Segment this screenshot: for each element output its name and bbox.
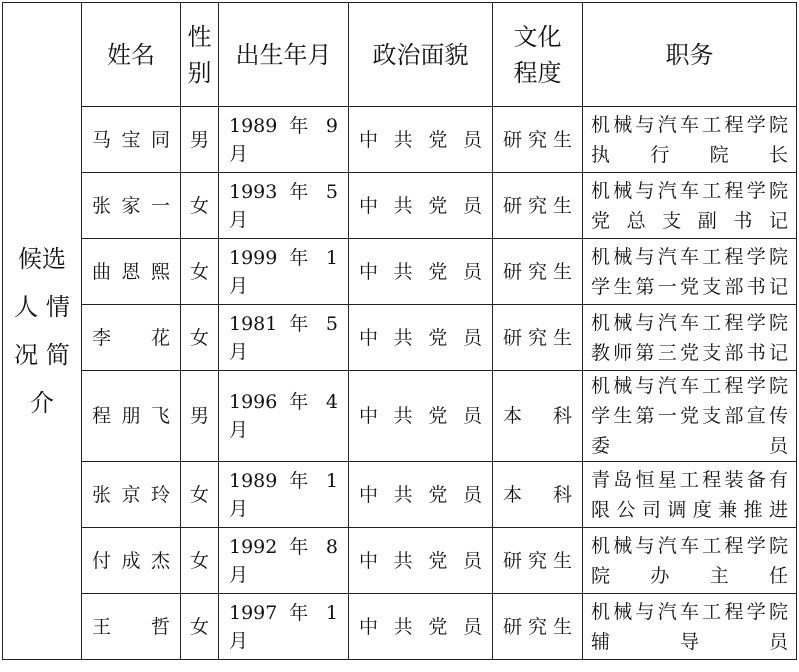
candidate-position (583, 528, 797, 594)
candidate-position-line: 院办主任 (591, 564, 788, 587)
side-label-line: 简介 (30, 341, 70, 417)
candidate-row (3, 305, 797, 371)
candidate-gender: 女 (181, 173, 219, 239)
candidate-gender: 女 (181, 462, 219, 528)
candidate-name: 程朋飞 (82, 371, 181, 462)
candidate-politics: 中共党员 (349, 594, 493, 660)
candidate-position-line: 机械与汽车工程学院 (591, 534, 788, 557)
header-education-line: 程度 (513, 58, 562, 87)
candidate-position-line: 党总支副书记 (591, 209, 788, 232)
candidate-gender: 女 (181, 594, 219, 660)
candidate-table (2, 2, 797, 660)
candidate-politics: 中共党员 (349, 462, 493, 528)
candidate-name: 王哲 (82, 594, 181, 660)
candidate-name: 曲恩熙 (82, 239, 181, 305)
header-position: 职务 (583, 3, 797, 107)
candidate-education: 研究生 (493, 239, 583, 305)
candidate-name: 李花 (82, 305, 181, 371)
header-row (3, 3, 797, 107)
candidate-position-line: 限公司调度兼推进 (591, 498, 788, 521)
candidate-position-line: 机械与汽车工程学院 (591, 245, 788, 268)
candidate-position-line: 机械与汽车工程学院 (591, 600, 788, 623)
candidate-politics: 中共党员 (349, 107, 493, 173)
candidate-name: 张京玲 (82, 462, 181, 528)
header-gender-line: 别 (187, 58, 212, 87)
candidate-birth: 1996 年 4 月 (219, 371, 349, 462)
candidate-position-line: 机械与汽车工程学院 (591, 375, 788, 397)
candidate-position (583, 594, 797, 660)
candidate-education: 研究生 (493, 594, 583, 660)
candidate-position-line: 学生第一党支部书记 (591, 275, 788, 298)
candidate-position-line: 教师第三党支部书记 (591, 341, 788, 364)
candidate-education: 本科 (493, 462, 583, 528)
candidate-birth: 1989 年 9 月 (219, 107, 349, 173)
side-label-line: 候选 (18, 245, 66, 273)
candidate-gender: 女 (181, 305, 219, 371)
candidate-politics: 中共党员 (349, 371, 493, 462)
candidate-position (583, 239, 797, 305)
candidate-birth: 1992 年 8 月 (219, 528, 349, 594)
side-label-cell (3, 3, 82, 660)
candidate-education: 研究生 (493, 305, 583, 371)
side-label-line: 情况 (14, 293, 70, 369)
header-education (493, 3, 583, 107)
candidate-row (3, 371, 797, 462)
candidate-gender: 女 (181, 528, 219, 594)
candidate-education: 研究生 (493, 107, 583, 173)
header-politics: 政治面貌 (349, 3, 493, 107)
candidate-name: 马宝同 (82, 107, 181, 173)
candidate-position (583, 305, 797, 371)
side-label-line: 人 (14, 293, 39, 321)
candidate-education: 研究生 (493, 528, 583, 594)
candidate-row (3, 107, 797, 173)
candidate-row (3, 239, 797, 305)
header-gender (181, 3, 219, 107)
candidate-name: 张家一 (82, 173, 181, 239)
candidate-gender: 男 (181, 107, 219, 173)
candidate-position-line: 辅导员 (591, 630, 788, 653)
candidate-position-line: 机械与汽车工程学院 (591, 311, 788, 334)
candidate-row (3, 173, 797, 239)
header-education-line: 文化 (513, 22, 562, 51)
candidate-politics: 中共党员 (349, 305, 493, 371)
header-birth: 出生年月 (219, 3, 349, 107)
candidate-birth: 1997 年 1 月 (219, 594, 349, 660)
candidate-position-line: 机械与汽车工程学院 (591, 113, 788, 136)
candidate-position-line: 委员 (591, 435, 788, 457)
candidate-politics: 中共党员 (349, 173, 493, 239)
candidate-name: 付成杰 (82, 528, 181, 594)
candidate-birth: 1993 年 5 月 (219, 173, 349, 239)
candidate-birth: 1989 年 1 月 (219, 462, 349, 528)
candidate-position-line: 机械与汽车工程学院 (591, 179, 788, 202)
candidate-birth: 1981 年 5 月 (219, 305, 349, 371)
candidate-politics: 中共党员 (349, 528, 493, 594)
candidate-table-sheet (2, 2, 798, 670)
candidate-position-line: 青岛恒星工程装备有 (591, 468, 788, 491)
candidate-position-line: 执行院长 (591, 143, 788, 166)
candidate-row (3, 528, 797, 594)
candidate-position (583, 371, 797, 462)
candidate-gender: 男 (181, 371, 219, 462)
candidate-row (3, 594, 797, 660)
candidate-position (583, 173, 797, 239)
candidate-position (583, 107, 797, 173)
candidate-gender: 女 (181, 239, 219, 305)
candidate-politics: 中共党员 (349, 239, 493, 305)
candidate-position (583, 462, 797, 528)
header-gender-line: 性 (187, 22, 212, 51)
candidate-education: 本科 (493, 371, 583, 462)
candidate-row (3, 462, 797, 528)
header-name: 姓名 (82, 3, 181, 107)
candidate-education: 研究生 (493, 173, 583, 239)
candidate-position-line: 学生第一党支部宣传 (591, 405, 788, 427)
candidate-birth: 1999 年 1 月 (219, 239, 349, 305)
